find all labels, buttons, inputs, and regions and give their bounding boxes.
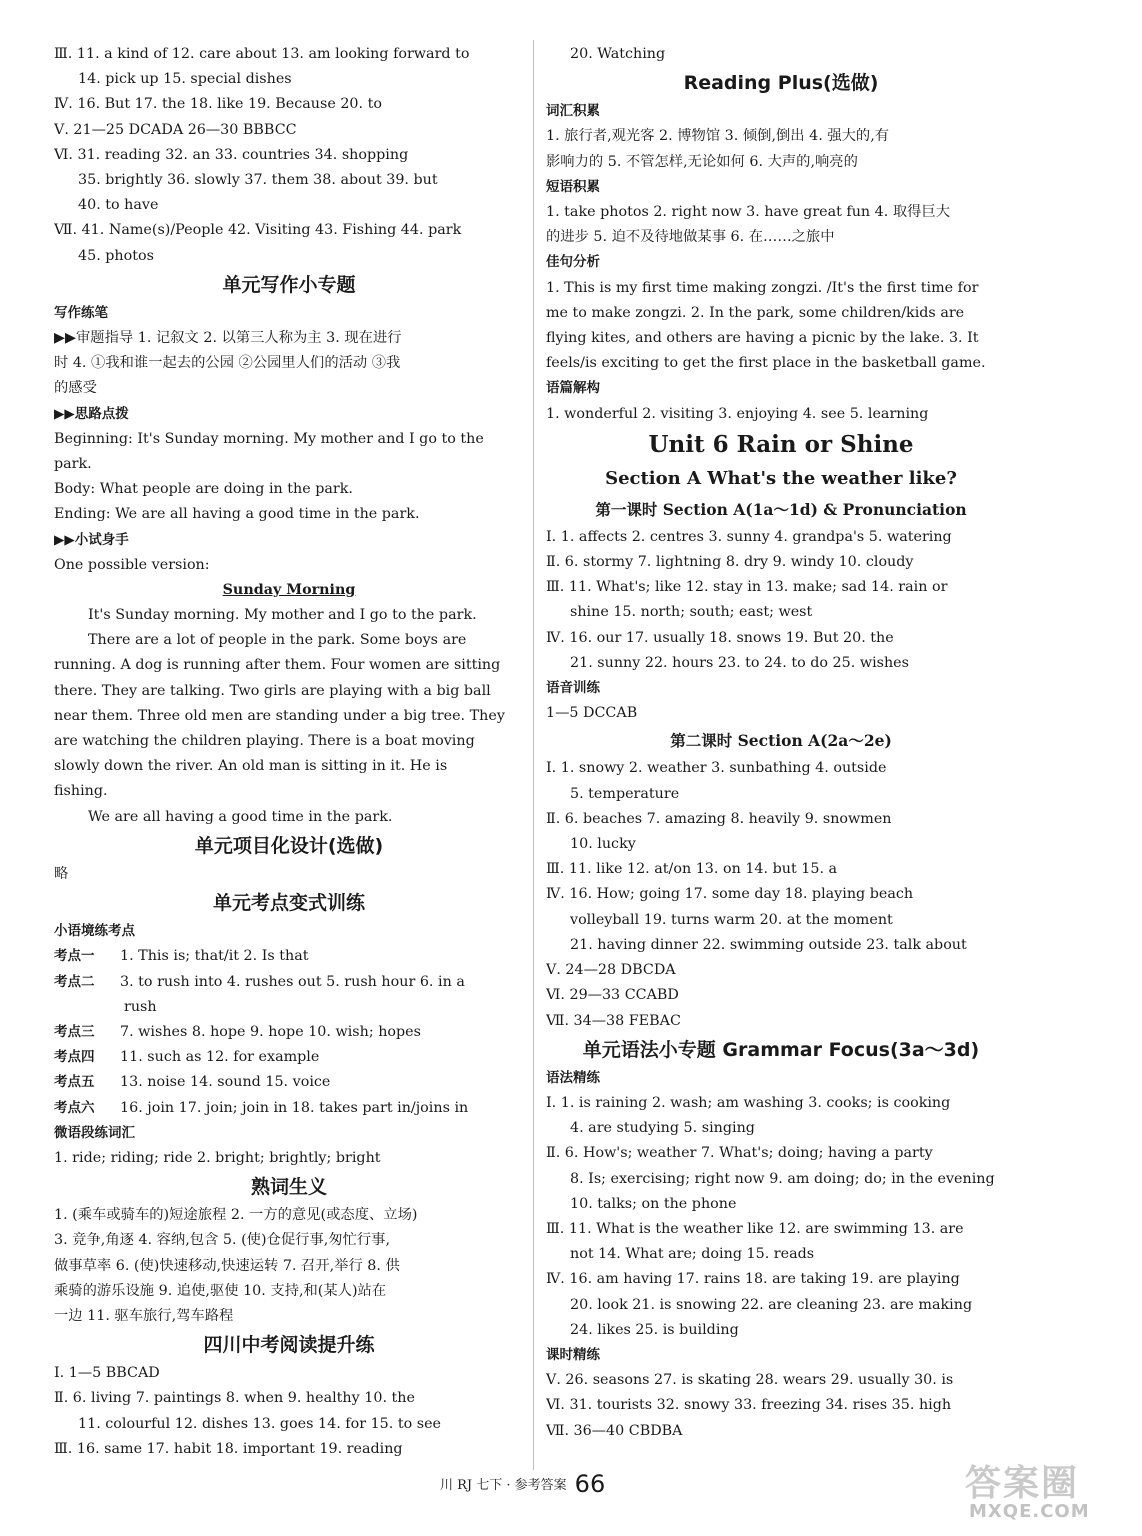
answer-line: Ⅲ. 11. a kind of 12. care about 13. am looking forward to <box>54 46 470 62</box>
answer-line: Ⅴ. 24—28 DBCDA <box>546 962 676 979</box>
essay-line: fishing. <box>54 783 108 800</box>
answer-text: 7. wishes 8. hope 9. hope 10. wish; hopes <box>120 1023 421 1040</box>
answer-line: me to make zongzi. 2. In the park, some children/kids are <box>546 304 965 321</box>
label-phrases: 短语积累 <box>546 178 600 195</box>
essay-title: Sunday Morning <box>222 582 356 599</box>
test-point-label: 考点五 <box>54 1074 95 1091</box>
answer-line: 1—5 DCCAB <box>546 705 638 722</box>
label-sentences: 佳句分析 <box>546 254 600 271</box>
test-point-label: 考点三 <box>54 1023 95 1040</box>
essay-line: We are all having a good time in the park. <box>88 808 393 825</box>
lesson-title: 第二课时 Section A(2a～2e) <box>670 731 892 751</box>
answer-line: Ⅱ. 6. living 7. paintings 8. when 9. healthy 10. the <box>54 1390 415 1407</box>
watermark-url: MXQE.COM <box>969 1501 1090 1522</box>
answer-line: Ⅴ. 26. seasons 27. is skating 28. wears 29. usually 30. is <box>546 1372 954 1389</box>
answer-line: Ⅰ. 1. is raining 2. wash; am washing 3. cooks; is cooking <box>546 1094 951 1111</box>
answer-line: 40. to have <box>78 197 159 214</box>
essay-line: It's Sunday morning. My mother and I go to the park. <box>88 607 477 624</box>
answer-line: 略 <box>54 865 69 882</box>
essay-line: slowly down the river. An old man is sitting in it. He is <box>54 758 448 775</box>
footer-text: 川 RJ 七下 · 参考答案 <box>440 1478 567 1493</box>
answer-line: Ⅰ. 1. snowy 2. weather 3. sunbathing 4. outside <box>546 760 887 777</box>
answer-line: 1. This is my first time making zongzi. /It's the first time for <box>546 279 979 296</box>
answer-line: 时 4. ①我和谁一起去的公园 ②公园里人们的活动 ③我 <box>54 355 401 372</box>
answer-line: 24. likes 25. is building <box>570 1321 739 1338</box>
answer-line: 1. 旅行者,观光客 2. 博物馆 3. 倾倒,倒出 4. 强大的,有 <box>546 128 890 145</box>
watermark-logo <box>965 1455 1135 1531</box>
answer-line: Ⅴ. 21—25 DCADA 26—30 BBBCC <box>54 121 297 138</box>
essay-line: near them. Three old men are standing under a big tree. They <box>54 707 505 724</box>
section-heading-project: 单元项目化设计(选做) <box>194 834 384 857</box>
answer-line: Ⅶ. 34—38 FEBAC <box>546 1012 681 1029</box>
section-heading-new-meanings: 熟词生义 <box>250 1176 327 1199</box>
watermark-text: 答案圈 <box>965 1463 1080 1504</box>
column-divider <box>533 40 534 1470</box>
answer-line: Ⅱ. 6. How's; weather 7. What's; doing; having a party <box>546 1145 933 1162</box>
answer-line: Ⅳ. 16. But 17. the 18. like 19. Because 20. to <box>54 96 382 113</box>
answer-line: 14. pick up 15. special dishes <box>78 71 292 88</box>
test-point-label: 考点六 <box>54 1099 95 1116</box>
answer-line: Ⅲ. 11. like 12. at/on 13. on 14. but 15. a <box>546 861 838 878</box>
section-heading-sichuan-reading: 四川中考阅读提升练 <box>203 1334 375 1357</box>
label-try-it: ▶▶小试身手 <box>54 531 129 548</box>
answer-line: Ⅱ. 6. beaches 7. amazing 8. heavily 9. snowmen <box>546 810 892 827</box>
answer-line: 的感受 <box>54 380 97 397</box>
answer-line: rush <box>124 998 157 1015</box>
answer-line: Ⅵ. 31. reading 32. an 33. countries 34. shopping <box>54 146 409 163</box>
answer-line: Ⅵ. 31. tourists 32. snowy 33. freezing 34. rises 35. high <box>546 1397 952 1414</box>
unit-title: Unit 6 Rain or Shine <box>648 430 914 458</box>
answer-line: 3. 竞争,角逐 4. 容纳,包含 5. (使)仓促行事,匆忙行事, <box>54 1232 391 1249</box>
answer-line: Ⅶ. 41. Name(s)/People 42. Visiting 43. Fishing 44. park <box>54 222 462 239</box>
answer-line: Beginning: It's Sunday morning. My mother and I go to the <box>54 430 484 447</box>
label-discourse: 语篇解构 <box>546 380 600 397</box>
answer-line: flying kites, and others are having a picnic by the lake. 3. It <box>546 330 979 347</box>
answer-line: 20. look 21. is snowing 22. are cleaning 23. are making <box>570 1296 973 1313</box>
answer-line: feels/is exciting to get the first place in the basketball game. <box>546 355 986 372</box>
answer-text: 11. such as 12. for example <box>120 1049 320 1066</box>
answer-line: 1. (乘车或骑车的)短途旅程 2. 一方的意见(或态度、立场) <box>54 1207 418 1224</box>
answer-line: park. <box>54 456 92 473</box>
answer-line: Ⅶ. 36—40 CBDBA <box>546 1422 683 1439</box>
answer-line: 4. are studying 5. singing <box>570 1120 755 1137</box>
label-pronunciation: 语音训练 <box>546 680 600 697</box>
label-vocab-practice: 微语段练词汇 <box>54 1124 135 1141</box>
page-footer <box>440 1470 700 1498</box>
page-number: 66 <box>574 1470 606 1498</box>
answer-line: Ⅲ. 11. What's; like 12. stay in 13. make; sad 14. rain or <box>546 579 948 596</box>
essay-line: running. A dog is running after them. Four women are sitting <box>54 657 501 674</box>
answer-line: Ending: We are all having a good time in the park. <box>54 506 420 523</box>
essay-line: are watching the children playing. There is a boat moving <box>54 733 475 750</box>
answer-line: 的进步 5. 迫不及待地做某事 6. 在……之旅中 <box>546 229 835 246</box>
answer-text: 3. to rush into 4. rushes out 5. rush hour 6. in a <box>120 973 465 990</box>
essay-line: there. They are talking. Two girls are playing with a big ball <box>54 682 491 699</box>
section-heading-grammar: 单元语法小专题 Grammar Focus(3a～3d) <box>582 1038 980 1061</box>
test-point-label: 考点一 <box>54 948 95 965</box>
label-lesson-practice: 课时精练 <box>546 1346 600 1363</box>
answer-line: 1. wonderful 2. visiting 3. enjoying 4. see 5. learning <box>546 405 929 422</box>
answer-line: Ⅲ. 16. same 17. habit 18. important 19. reading <box>54 1440 403 1457</box>
right-column <box>546 42 1016 1444</box>
answer-line: Ⅳ. 16. How; going 17. some day 18. playing beach <box>546 886 914 903</box>
answer-line: 做事草率 6. (使)快速移动,快速运转 7. 召开,举行 8. 供 <box>54 1257 400 1274</box>
answer-line: Ⅰ. 1. affects 2. centres 3. sunny 4. grandpa's 5. watering <box>546 528 952 545</box>
answer-line: 8. Is; exercising; right now 9. am doing; do; in the evening <box>570 1170 995 1187</box>
answer-line: 45. photos <box>78 247 154 264</box>
label-thinking-tips: ▶▶思路点拨 <box>54 405 129 422</box>
answer-line: Ⅵ. 29—33 CCABD <box>546 987 679 1004</box>
lesson-title: 第一课时 Section A(1a～1d) & Pronunciation <box>595 499 967 519</box>
answer-line: 一边 11. 驱车旅行,驾车路程 <box>54 1307 234 1324</box>
answer-line: Ⅲ. 11. What is the weather like 12. are swimming 13. are <box>546 1220 964 1237</box>
answer-text: 13. noise 14. sound 15. voice <box>120 1074 331 1091</box>
answer-line: Ⅰ. 1—5 BBCAD <box>54 1365 160 1382</box>
answer-line: shine 15. north; south; east; west <box>570 604 813 621</box>
answer-line: 1. ride; riding; ride 2. bright; brightly; bright <box>54 1149 381 1166</box>
answer-line: volleyball 19. turns warm 20. at the moment <box>570 911 893 928</box>
answer-line: Body: What people are doing in the park. <box>54 481 353 498</box>
section-heading-test-points: 单元考点变式训练 <box>212 892 365 915</box>
answer-line: 影响力的 5. 不管怎样,无论如何 6. 大声的,响亮的 <box>546 153 858 170</box>
answer-line: not 14. What are; doing 15. reads <box>570 1246 815 1263</box>
answer-text: 1. This is; that/it 2. Is that <box>120 948 309 965</box>
label-writing-practice: 写作练笔 <box>54 304 108 321</box>
left-column <box>54 42 524 1462</box>
answer-text: 16. join 17. join; join in 18. takes part in/joins in <box>120 1099 469 1116</box>
answer-line: 1. take photos 2. right now 3. have great fun 4. 取得巨大 <box>546 204 951 221</box>
answer-line: Ⅱ. 6. stormy 7. lightning 8. dry 9. windy 10. cloudy <box>546 554 914 571</box>
answer-line: ▶▶审题指导 1. 记叙文 2. 以第三人称为主 3. 现在进行 <box>54 330 402 347</box>
section-heading-reading-plus: Reading Plus(选做) <box>683 72 879 95</box>
test-point-label: 考点二 <box>54 973 95 990</box>
answer-line: 35. brightly 36. slowly 37. them 38. about 39. but <box>78 172 438 189</box>
answer-line: 11. colourful 12. dishes 13. goes 14. for 15. to see <box>78 1415 442 1432</box>
essay-line: There are a lot of people in the park. Some boys are <box>88 632 467 649</box>
label-grammar-practice: 语法精练 <box>546 1069 600 1086</box>
answer-line: 10. talks; on the phone <box>570 1195 737 1212</box>
answer-line: 20. Watching <box>570 46 666 62</box>
test-point-label: 考点四 <box>54 1049 95 1066</box>
answer-line: Ⅳ. 16. am having 17. rains 18. are taking 19. are playing <box>546 1271 960 1288</box>
answer-line: 乘骑的游乐设施 9. 追使,驱使 10. 支持,和(某人)站在 <box>54 1282 387 1299</box>
answer-line: 10. lucky <box>570 836 636 853</box>
answer-line: 21. sunny 22. hours 23. to 24. to do 25. wishes <box>570 654 909 671</box>
answer-line: 21. having dinner 22. swimming outside 23. talk about <box>570 936 967 953</box>
answer-line: 5. temperature <box>570 785 680 802</box>
section-heading-writing: 单元写作小专题 <box>222 273 356 296</box>
label-vocab: 词汇积累 <box>546 103 600 120</box>
answer-line: Ⅳ. 16. our 17. usually 18. snows 19. But 20. the <box>546 629 894 646</box>
section-title: Section A What's the weather like? <box>605 467 957 489</box>
answer-line: One possible version: <box>54 556 210 573</box>
label-context-practice: 小语境练考点 <box>54 923 135 940</box>
